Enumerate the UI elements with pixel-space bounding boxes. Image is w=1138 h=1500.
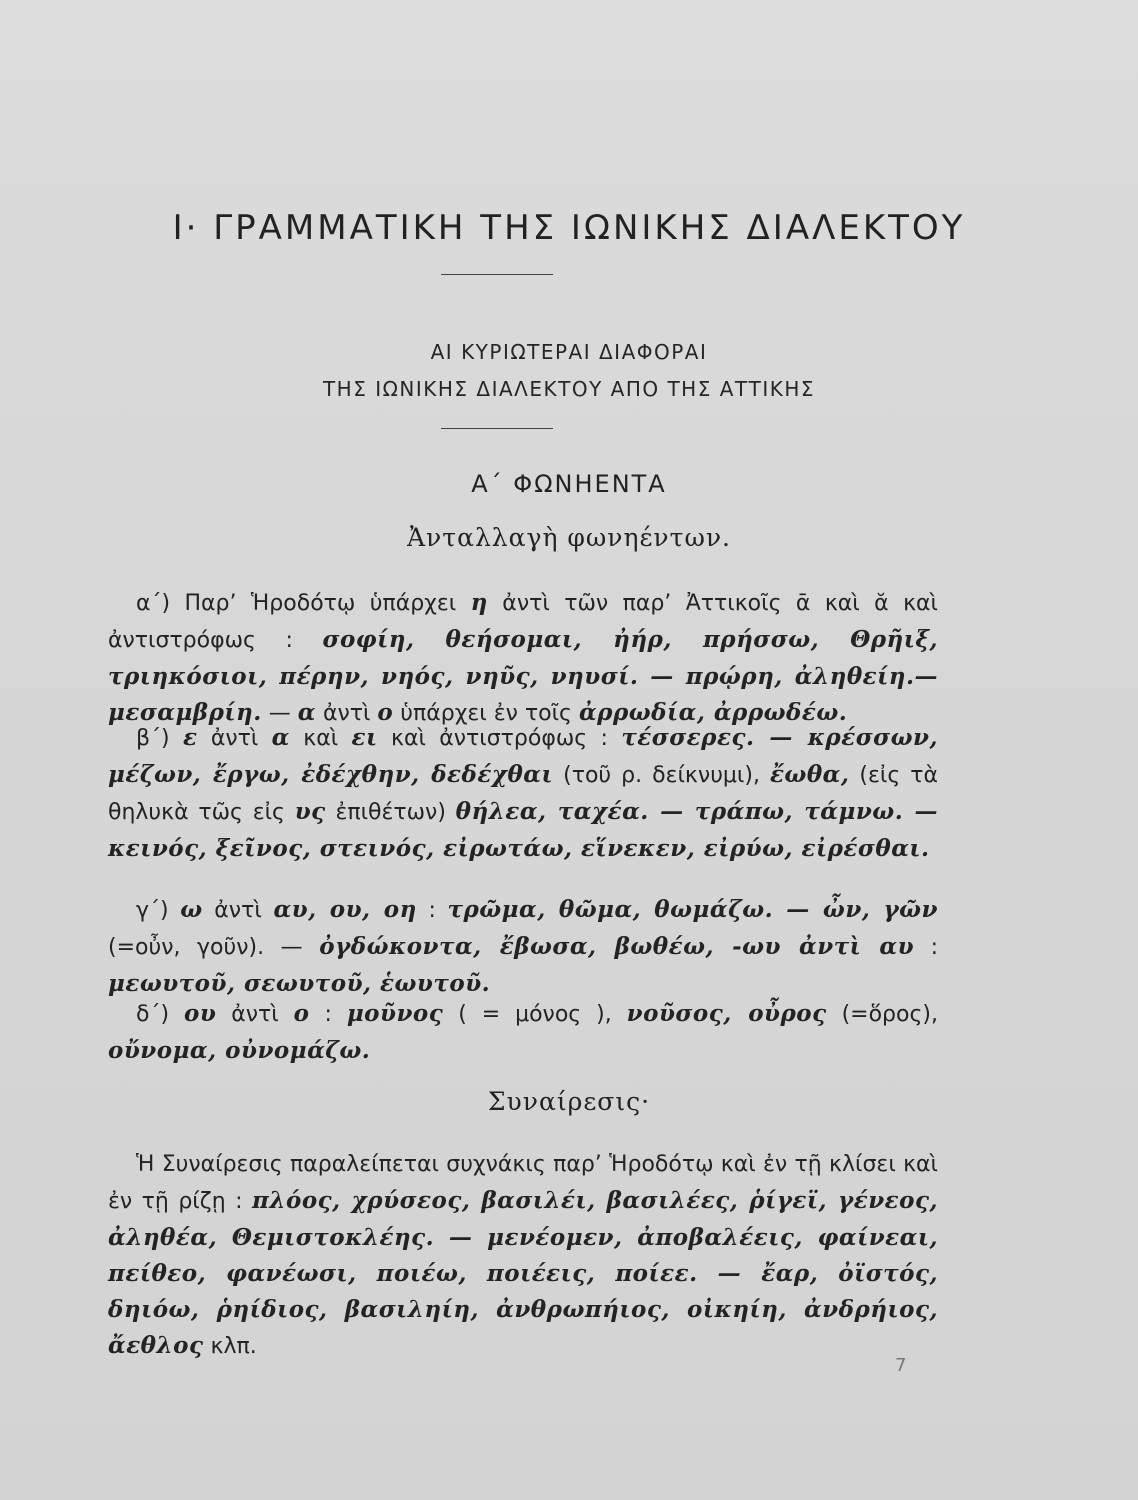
paragraph-synairesis: Ἡ Συναίρεσις παραλείπεται συχνάκις παρ’ Ἡροδότῳ καὶ ἐν τῇ κλίσει καὶ ἐν τῇ ρίζῃ : πλόος, χρύσεος, βασιλέι, βασιλέες, ῥίγεϊ, γένεος, ἀληθέα, Θεμιστοκλέης. — μενέομεν, ἀποβαλέεις, φαίνεαι, πείθεο, φανέωσι, ποιέω, ποιέεις, ποίεε. — ἔαρ, ὀϊστός, δηιόω, ῥηίδιος, βασιληίη, ἀνθρωπήιος, οἰκηίη, ἀνδρήιος, ἄεθλος κλπ. [108, 1152, 938, 1359]
chapter-title: I· ΓΡΑΜΜΑΤΙΚΗ ΤΗΣ ΙΩΝΙΚΗΣ ΔΙΑΛΕΚΤΟΥ [172, 208, 966, 248]
paragraph-delta: δ΄) ου ἀντὶ ο : μοῦνος ( = μόνος ), νοῦσος, οὖρος (=ὅρος), οὔνομα, οὐνομάζω. [108, 1000, 938, 1064]
paragraph-gamma: γ΄) ω ἀντὶ αυ, ου, οη : τρῶμα, θῶμα, θωμάζω. — ὦν, γῶν (=οὖν, γοῦν). — ὀγδώκοντα, ἔβωσα, βωθέω, -ωυ ἀντὶ αυ : μεωυτοῦ, σεωυτοῦ, ἑωυτοῦ. [108, 896, 938, 997]
subtitle-line-2: ΤΗΣ ΙΩΝΙΚΗΣ ΔΙΑΛΕΚΤΟΥ ΑΠΟ ΤΗΣ ΑΤΤΙΚΗΣ [322, 377, 816, 401]
paragraph-beta: β΄) ε ἀντὶ α καὶ ει καὶ ἀντιστρόφως : τέσσερες. — κρέσσων, μέζων, ἔργω, ἐδέχθην, δεδέχθαι (τοῦ ρ. δείκνυμι), ἔωθα, (εἰς τὰ θηλυκὰ τῶς εἰς υς ἐπιθέτων) θήλεα, ταχέα. — τράπω, τάμνω. — κεινός, ξεῖνος, στεινός, εἰρωτάω, εἵνεκεν, εἰρύω, εἰρέσθαι. [108, 724, 938, 862]
page-number: 7 [895, 1355, 907, 1376]
divider [441, 428, 553, 429]
subtitle-line-1: ΑΙ ΚΥΡΙΩΤΕΡΑΙ ΔΙΑΦΟΡΑΙ [430, 340, 708, 364]
divider [441, 274, 553, 275]
subheading-vowel-exchange: Ἀνταλλαγὴ φωνηέντων. [407, 523, 731, 552]
subheading-synairesis: Συναίρεσις· [487, 1087, 651, 1116]
section-heading: Α΄ ΦΩΝΗΕΝΤΑ [471, 470, 667, 498]
paragraph-alpha: α΄) Παρ’ Ἡροδότῳ ὑπάρχει η ἀντὶ τῶν παρ’ Ἀττικοῖς ᾱ καὶ ᾰ καὶ ἀντιστρόφως : σοφίη, θεήσομαι, ἠήρ, πρήσσω, Θρῆιξ, τριηκόσιοι, πέρην, νηός, νηῦς, νηυσί. — πρῴρη, ἀληθείη.— μεσαμβρίη. — α ἀντὶ ο ὑπάρχει ἐν τοῖς ἀρρωδία, ἀρρωδέω. [108, 589, 939, 726]
